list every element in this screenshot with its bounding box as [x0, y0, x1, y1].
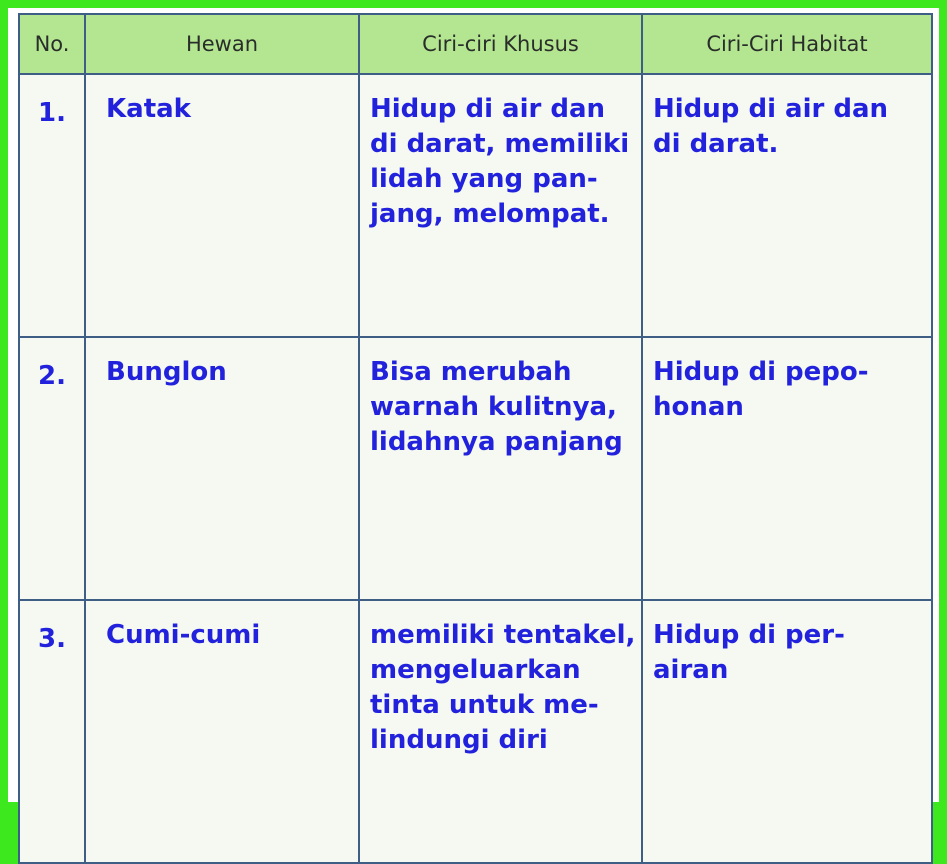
row-number-cell: [19, 337, 85, 600]
animal-name: Katak: [106, 94, 191, 124]
header-no: No.: [19, 14, 85, 74]
table-row: [19, 337, 932, 600]
habitat-text: Hidup di per- airan: [653, 620, 845, 685]
habitat-text: Hidup di pepo- honan: [653, 357, 869, 422]
header-ciri-habitat: Ciri-Ciri Habitat: [642, 14, 932, 74]
row-number: 2.: [38, 361, 66, 391]
header-hewan: Hewan: [85, 14, 359, 74]
special-traits-cell: [359, 337, 642, 600]
table-header-row: [19, 14, 932, 74]
header-ciri-khusus: Ciri-ciri Khusus: [359, 14, 642, 74]
habitat-cell: [642, 337, 932, 600]
special-traits-text: Bisa merubah warnah kulitnya, lidahnya panjang: [370, 357, 623, 457]
animal-characteristics-table: [18, 13, 933, 864]
habitat-cell: [642, 600, 932, 863]
row-number: 3.: [38, 624, 66, 654]
special-traits-text: memiliki tentakel, mengeluarkan tinta untuk me- lindungi diri: [370, 620, 636, 755]
animal-name: Bunglon: [106, 357, 227, 387]
special-traits-cell: [359, 600, 642, 863]
table-row: [19, 600, 932, 863]
animal-cell: [85, 74, 359, 337]
row-number: 1.: [38, 98, 66, 128]
animal-name: Cumi-cumi: [106, 620, 261, 650]
animal-cell: [85, 600, 359, 863]
table-row: [19, 74, 932, 337]
special-traits-cell: [359, 74, 642, 337]
habitat-text: Hidup di air dan di darat.: [653, 94, 889, 159]
row-number-cell: [19, 600, 85, 863]
animal-cell: [85, 337, 359, 600]
row-number-cell: [19, 74, 85, 337]
habitat-cell: [642, 74, 932, 337]
worksheet-frame: [8, 8, 939, 802]
special-traits-text: Hidup di air dan di darat, memiliki lidah yang pan- jang, melompat.: [370, 94, 630, 229]
